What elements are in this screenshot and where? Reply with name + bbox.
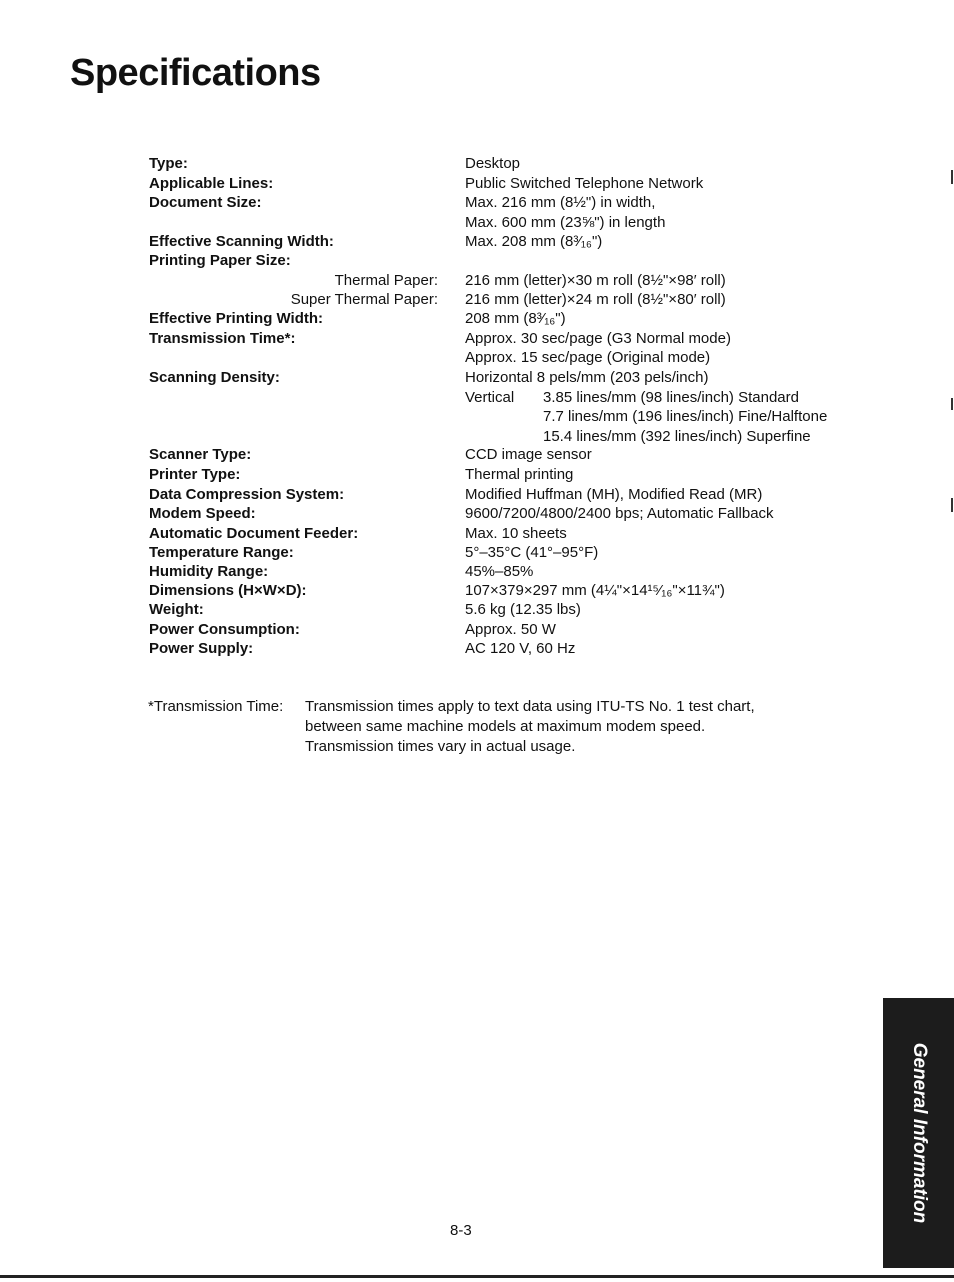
spec-label: Scanning Density: — [149, 369, 280, 386]
spec-row-density-vertical-2 — [0, 407, 954, 427]
spec-row-type — [0, 154, 954, 174]
spec-row-scan-width — [0, 232, 954, 252]
spec-value: Approx. 15 sec/page (Original mode) — [465, 349, 711, 366]
spec-row-super-thermal — [0, 290, 954, 310]
spec-row-lines — [0, 174, 954, 194]
page-title: Specifications — [70, 52, 321, 94]
spec-value: 216 mm (letter)×30 m roll (8½"×98′ roll) — [465, 272, 726, 289]
page-number: 8-3 — [450, 1222, 472, 1239]
spec-label: Type: — [149, 155, 188, 172]
spec-row-print-width — [0, 309, 954, 329]
spec-row-power-supply — [0, 639, 954, 659]
spec-value: Public Switched Telephone Network — [465, 175, 704, 192]
spec-value: 5.6 kg (12.35 lbs) — [465, 601, 581, 618]
footnote-line: Transmission times apply to text data using ITU-TS No. 1 test chart, — [305, 698, 755, 715]
spec-label: Power Consumption: — [149, 621, 300, 638]
spec-label: Document Size: — [149, 194, 262, 211]
spec-row-scan-density — [0, 368, 954, 388]
spec-row-humidity — [0, 562, 954, 582]
footnote-line: between same machine models at maximum modem speed. — [305, 718, 706, 735]
footnote-text — [305, 697, 755, 757]
spec-value: Max. 10 sheets — [465, 525, 567, 542]
spec-value: Thermal printing — [465, 466, 574, 483]
spec-value: 3.85 lines/mm (98 lines/inch) Standard — [543, 389, 799, 406]
spec-row-scanner-type — [0, 445, 954, 465]
spec-row-document-size — [0, 193, 954, 213]
spec-label: Weight: — [149, 601, 204, 618]
spec-value: Max. 600 mm (23⅝") in length — [465, 214, 666, 231]
footnote-line: Transmission times vary in actual usage. — [305, 738, 576, 755]
spec-row-density-vertical — [0, 388, 954, 408]
spec-row-transmission-time — [0, 329, 954, 349]
spec-label: Modem Speed: — [149, 505, 256, 522]
spec-label: Applicable Lines: — [149, 175, 274, 192]
spec-value: Max. 216 mm (8½") in width, — [465, 194, 656, 211]
spec-value: 5°–35°C (41°–95°F) — [465, 544, 599, 561]
spec-value: 7.7 lines/mm (196 lines/inch) Fine/Halftone — [543, 408, 828, 425]
section-tab — [883, 998, 954, 1268]
spec-row-document-size-cont — [0, 213, 954, 233]
spec-value: 208 mm (8³⁄₁₆") — [465, 310, 566, 327]
spec-row-modem-speed — [0, 504, 954, 524]
spec-row-density-vertical-3 — [0, 427, 954, 447]
spec-label: Effective Printing Width: — [149, 310, 324, 327]
spec-value: Horizontal 8 pels/mm (203 pels/inch) — [465, 369, 709, 386]
spec-label: Dimensions (H×W×D): — [149, 582, 307, 599]
spec-row-temperature — [0, 543, 954, 563]
spec-label: Effective Scanning Width: — [149, 233, 334, 250]
spec-value: Max. 208 mm (8³⁄₁₆") — [465, 233, 603, 250]
spec-row-adf — [0, 524, 954, 544]
bottom-rule — [0, 1275, 954, 1278]
spec-row-printer-type — [0, 465, 954, 485]
spec-value: AC 120 V, 60 Hz — [465, 640, 576, 657]
spec-label: Data Compression System: — [149, 486, 345, 503]
edge-mark — [951, 170, 953, 184]
spec-row-compression — [0, 485, 954, 505]
spec-value: 107×379×297 mm (4¼"×14¹⁵⁄₁₆"×11¾") — [465, 582, 725, 599]
footnote-label: *Transmission Time: — [148, 698, 284, 715]
spec-value: Modified Huffman (MH), Modified Read (MR) — [465, 486, 763, 503]
spec-row-dimensions — [0, 581, 954, 601]
spec-label: Humidity Range: — [149, 563, 269, 580]
spec-label: Automatic Document Feeder: — [149, 525, 359, 542]
spec-row-power-consumption — [0, 620, 954, 640]
spec-row-transmission-time-cont — [0, 348, 954, 368]
spec-value: 15.4 lines/mm (392 lines/inch) Superfine — [543, 428, 811, 445]
edge-mark — [951, 498, 953, 512]
spec-sublabel: Vertical — [465, 389, 515, 406]
spec-row-weight — [0, 600, 954, 620]
spec-label: Power Supply: — [149, 640, 254, 657]
spec-row-thermal-paper — [0, 271, 954, 291]
spec-value: CCD image sensor — [465, 446, 592, 463]
spec-label: Printing Paper Size: — [149, 252, 291, 269]
spec-value: Approx. 50 W — [465, 621, 556, 638]
spec-value: 45%–85% — [465, 563, 534, 580]
spec-value: Approx. 30 sec/page (G3 Normal mode) — [465, 330, 731, 347]
spec-label: Scanner Type: — [149, 446, 252, 463]
spec-value: Desktop — [465, 155, 521, 172]
spec-sublabel: Super Thermal Paper: — [290, 291, 438, 308]
spec-sublabel: Thermal Paper: — [334, 272, 438, 289]
spec-label: Temperature Range: — [149, 544, 294, 561]
edge-mark — [951, 398, 953, 410]
section-tab-label: General Information — [908, 1042, 930, 1224]
spec-label: Printer Type: — [149, 466, 241, 483]
spec-value: 9600/7200/4800/2400 bps; Automatic Fallback — [465, 505, 774, 522]
spec-value: 216 mm (letter)×24 m roll (8½"×80′ roll) — [465, 291, 726, 308]
spec-row-paper-size — [0, 251, 954, 271]
spec-label: Transmission Time*: — [149, 330, 296, 347]
